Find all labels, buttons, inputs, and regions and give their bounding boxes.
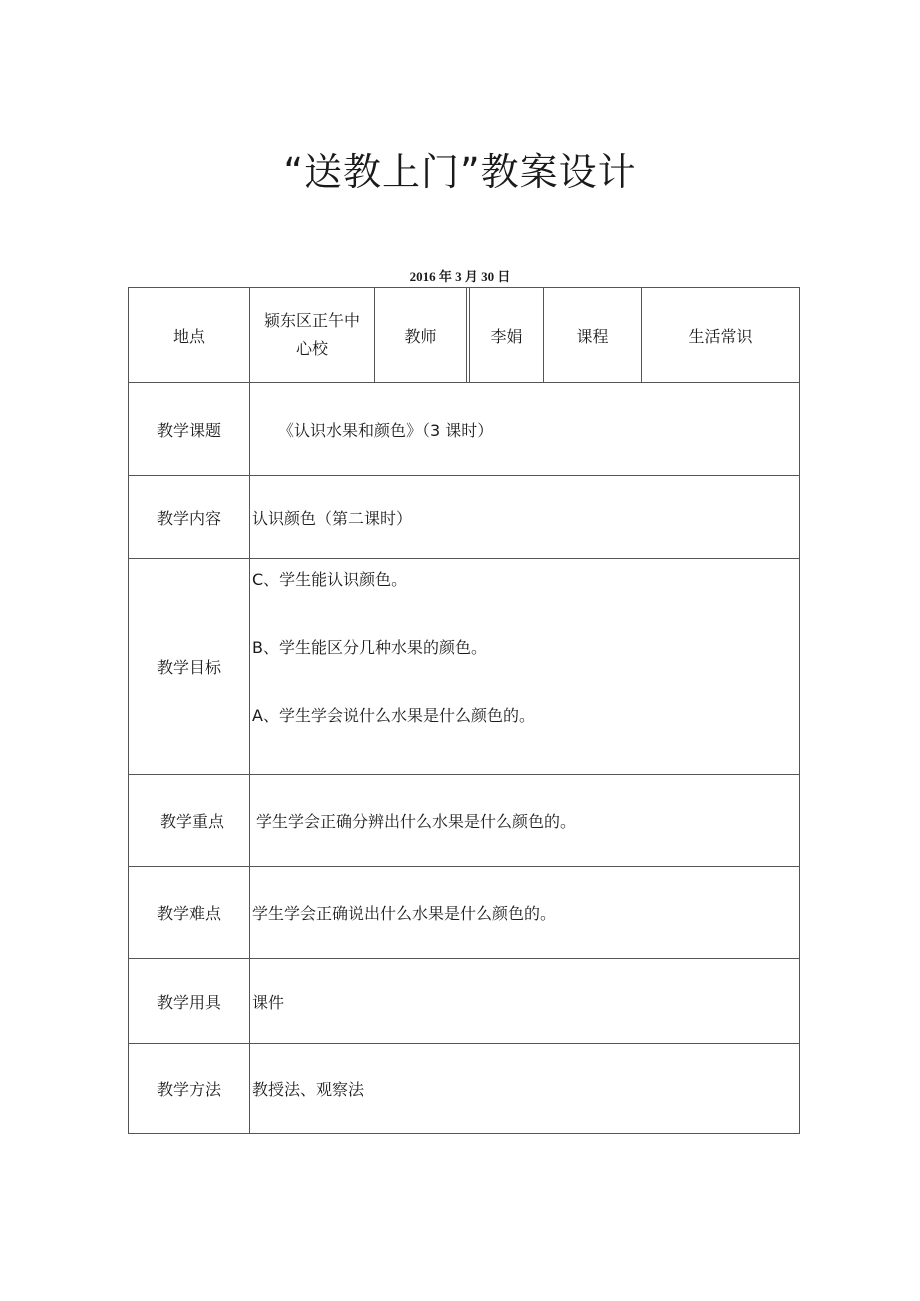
goals-list <box>250 559 799 774</box>
content-value: 认识颜色（第二课时） <box>252 508 413 528</box>
page-title: “送教上门”教案设计 <box>283 150 637 194</box>
goal-item: C、学生能认识颜色。 <box>252 570 408 589</box>
topic-value: 《认识水果和颜色》（3 课时） <box>278 420 494 440</box>
location-label: 地点 <box>172 326 205 346</box>
tools-label: 教学用具 <box>156 992 221 1012</box>
difficulty-value: 学生学会正确说出什么水果是什么颜色的。 <box>252 904 557 923</box>
teacher-label: 教师 <box>404 326 437 346</box>
teacher-value: 李娟 <box>490 326 523 346</box>
lesson-plan-table <box>128 287 800 1134</box>
location-value: 颍东区正午中心校 <box>263 311 360 358</box>
course-label: 课程 <box>576 326 609 346</box>
course-value: 生活常识 <box>688 326 753 346</box>
column-divider <box>466 288 467 382</box>
methods-label: 教学方法 <box>156 1080 221 1099</box>
content-label: 教学内容 <box>156 508 221 528</box>
topic-label: 教学课题 <box>156 420 221 440</box>
goals-label: 教学目标 <box>156 658 221 677</box>
difficulty-label: 教学难点 <box>156 904 221 923</box>
tools-value: 课件 <box>252 992 285 1012</box>
goal-item: A、学生学会说什么水果是什么颜色的。 <box>252 706 535 725</box>
methods-value: 教授法、观察法 <box>252 1080 365 1099</box>
goal-item: B、学生能区分几种水果的颜色。 <box>252 638 487 657</box>
key-point-value: 学生学会正确分辨出什么水果是什么颜色的。 <box>256 812 577 831</box>
lesson-date: 2016 年 3 月 30 日 <box>409 269 511 284</box>
key-point-label: 教学重点 <box>159 812 224 831</box>
